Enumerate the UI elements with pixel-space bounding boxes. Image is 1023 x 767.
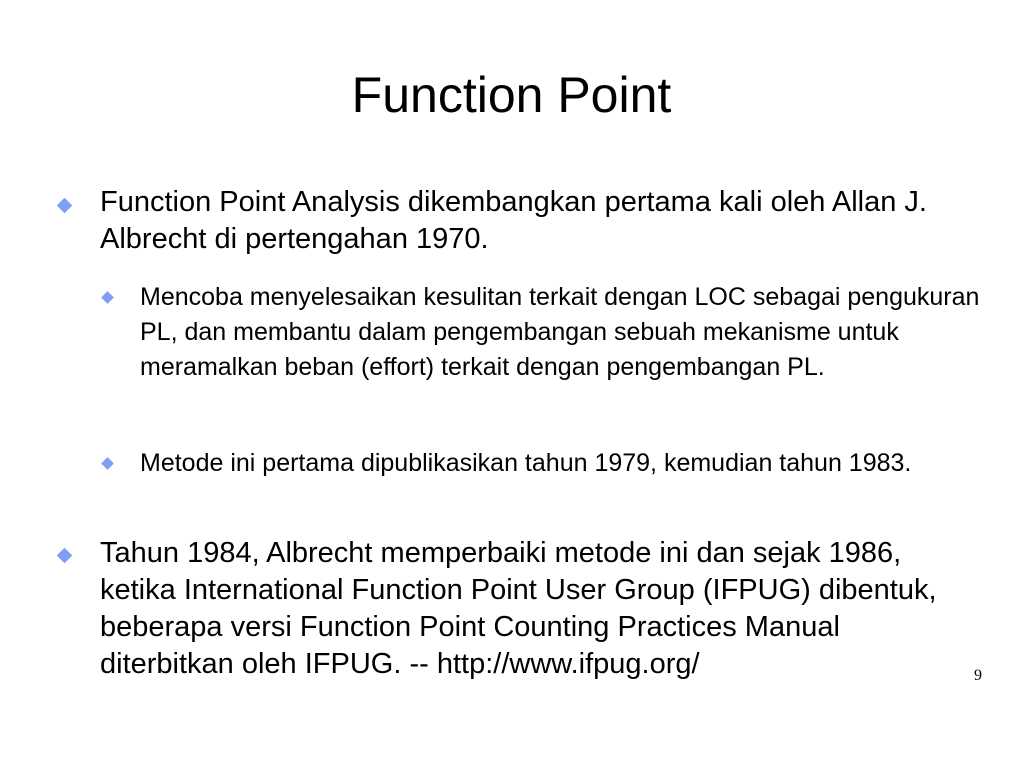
sub-bullet-2-text: Metode ini pertama dipublikasikan tahun 1979, kemudian tahun 1983. xyxy=(140,449,912,477)
bullet-diamond-icon xyxy=(57,548,73,564)
bullet-2-text: Tahun 1984, Albrecht memperbaiki metode ini dan sejak 1986, ketika International Function Point User Group (IFPUG) dibentuk, beberapa versi Function Point Counting Practices Manual diterbitkan oleh IFPUG. -- http://www.ifpug.org/ xyxy=(100,537,937,680)
bullet-diamond-icon xyxy=(57,198,73,214)
page-number: 9 xyxy=(974,667,982,684)
sub-bullet-diamond-icon xyxy=(101,291,114,304)
slide-title: Function Point xyxy=(351,67,672,123)
bullet-1-text: Function Point Analysis dikembangkan pertama kali oleh Allan J. Albrecht di pertengahan 1970. xyxy=(100,186,927,255)
sub-bullet-diamond-icon xyxy=(101,457,114,470)
sub-bullet-1-text: Mencoba menyelesaikan kesulitan terkait dengan LOC sebagai pengukuran PL, dan membantu dalam pengembangan sebuah mekanisme untuk meramalkan beban (effort) terkait dengan pengembangan PL. xyxy=(140,283,980,381)
